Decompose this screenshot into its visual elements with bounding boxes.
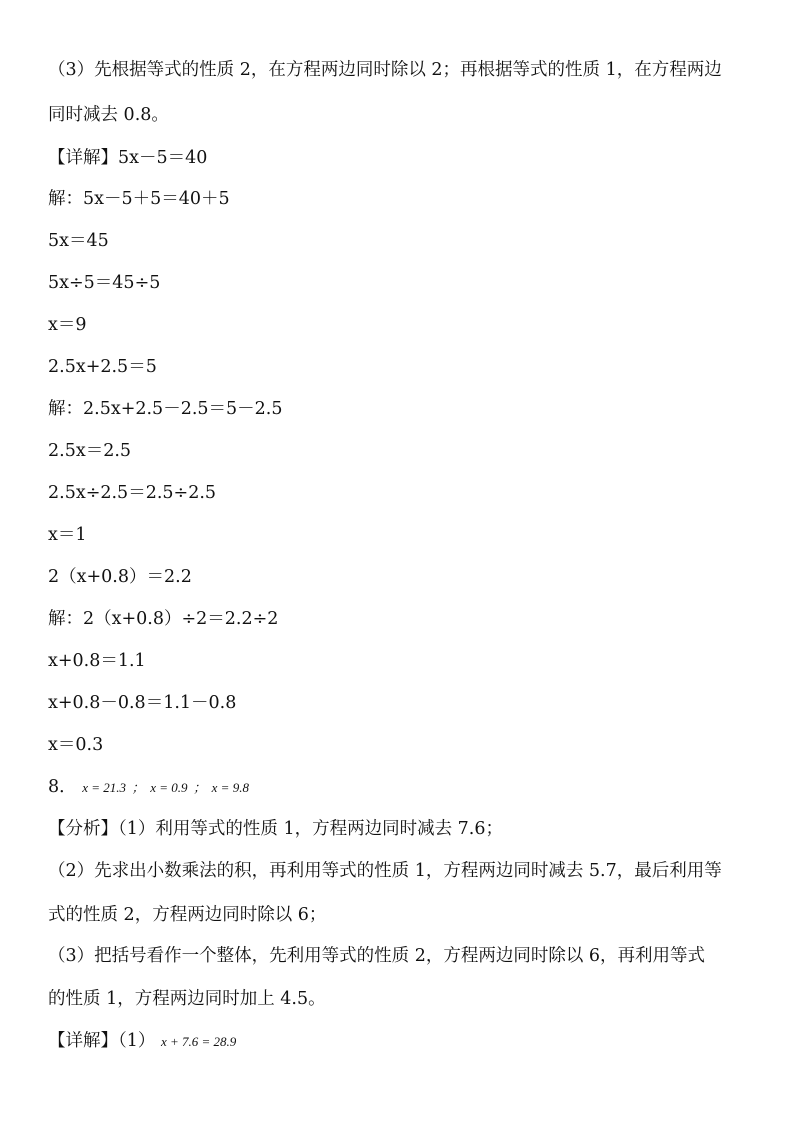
text-line: x+0.8＝1.1	[48, 651, 146, 671]
analysis-line: （3）把括号看作一个整体，先利用等式的性质 2，方程两边同时除以 6，再利用等式	[48, 946, 706, 966]
text-line: （3）先根据等式的性质 2，在方程两边同时除以 2；再根据等式的性质 1，在方程两边	[48, 60, 722, 80]
separator: ；	[131, 780, 145, 795]
question-number: 8．	[48, 777, 77, 797]
detail-line	[48, 1029, 236, 1054]
text-line: x＝0.3	[48, 735, 104, 755]
analysis-line: 的性质 1，方程两边同时加上 4.5。	[48, 989, 326, 1009]
analysis-line: （2）先求出小数乘法的积，再利用等式的性质 1，方程两边同时减去 5.7，最后利用等	[48, 861, 722, 881]
text-line: 2.5x＝2.5	[48, 441, 132, 461]
separator: ；	[193, 780, 207, 795]
text-line: x+0.8－0.8＝1.1－0.8	[48, 693, 237, 713]
text-line: 解：2（x+0.8）÷2＝2.2÷2	[48, 609, 279, 629]
text-line: x＝1	[48, 525, 87, 545]
text-line: 【详解】5x－5＝40	[48, 148, 208, 168]
equation: x + 7.6 = 28.9	[160, 1034, 237, 1049]
text-line: 5x÷5＝45÷5	[48, 273, 161, 293]
equation-answer: x = 21.3	[82, 780, 127, 795]
text-line: 2.5x+2.5＝5	[48, 357, 157, 377]
equation-answer: x = 9.8	[211, 780, 249, 795]
text-line: x＝9	[48, 315, 87, 335]
text-line: 解：2.5x+2.5－2.5＝5－2.5	[48, 399, 283, 419]
text-line: 2（x+0.8）＝2.2	[48, 567, 192, 587]
text-line: 解：5x－5＋5＝40＋5	[48, 189, 230, 209]
detail-label: 【详解】（1）	[48, 1031, 156, 1051]
answer-8-line	[48, 775, 249, 800]
text-line: 2.5x÷2.5＝2.5÷2.5	[48, 483, 217, 503]
analysis-line: 式的性质 2，方程两边同时除以 6；	[48, 905, 327, 925]
equation-answer: x = 0.9	[150, 780, 188, 795]
text-line: 同时减去 0.8。	[48, 105, 169, 125]
analysis-line: 【分析】（1）利用等式的性质 1，方程两边同时减去 7.6；	[48, 819, 503, 839]
text-line: 5x＝45	[48, 231, 109, 251]
